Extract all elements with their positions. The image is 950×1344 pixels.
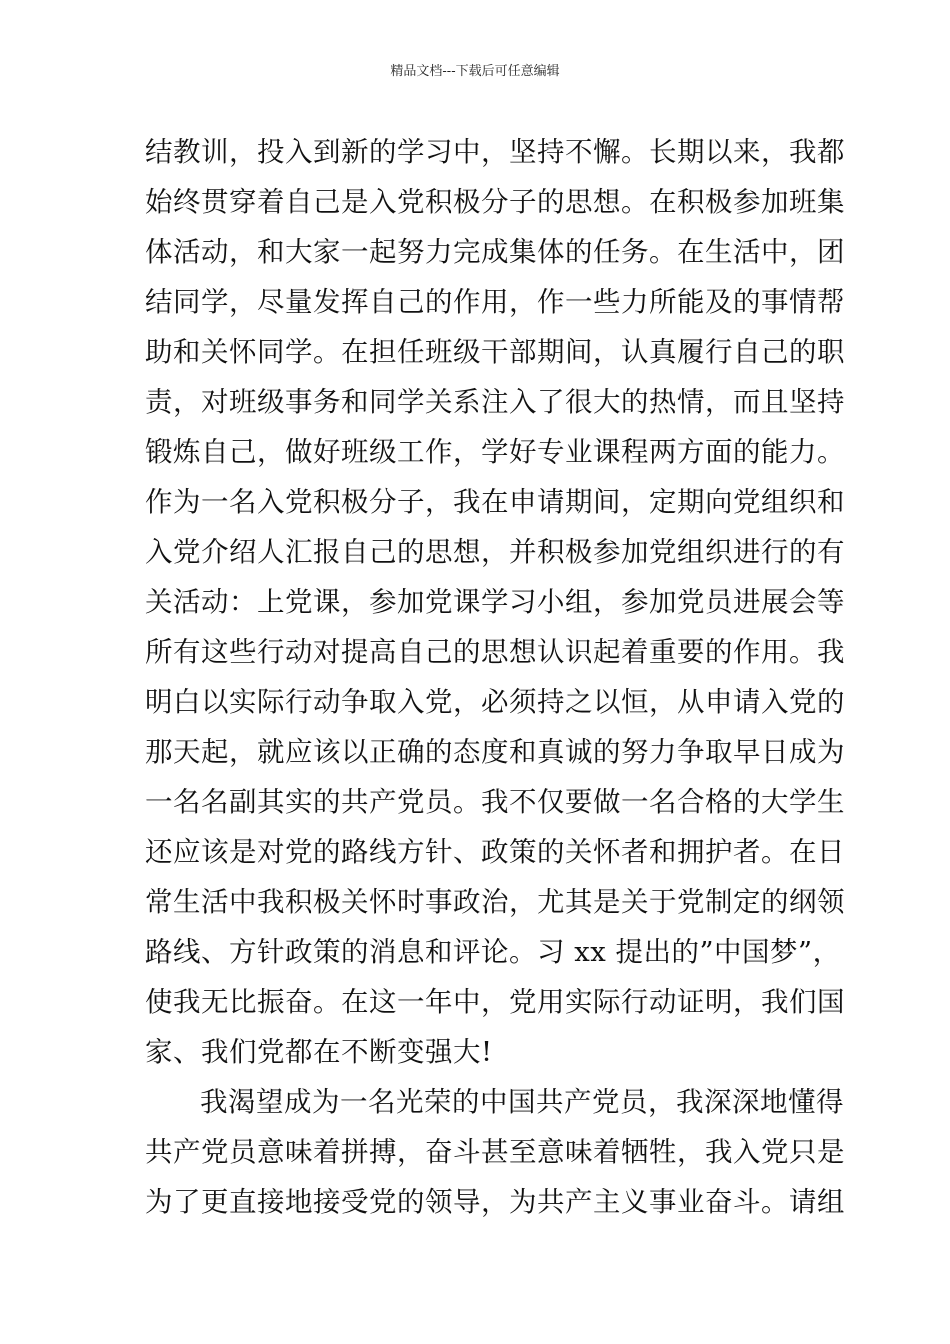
text-line: 助和关怀同学。在担任班级干部期间，认真履行自己的职 [145, 336, 845, 368]
text-line: 还应该是对党的路线方针、政策的关怀者和拥护者。在日 [145, 836, 845, 868]
paragraph-first-line: 我渴望成为一名光荣的中国共产党员，我深深地懂得 [200, 1086, 844, 1118]
text-line: 一名名副其实的共产党员。我不仅要做一名合格的大学生 [145, 786, 845, 818]
page-header: 精品文档---下载后可任意编辑 [390, 64, 560, 79]
text-line: 共产党员意味着拼搏，奋斗甚至意味着牺牲，我入党只是 [145, 1136, 845, 1168]
text-line: 为了更直接地接受党的领导，为共产主义事业奋斗。请组 [145, 1186, 845, 1218]
text-line: 明白以实际行动争取入党，必须持之以恒，从申请入党的 [145, 686, 845, 718]
text-line: 路线、方针政策的消息和评论。习 xx 提出的”中国梦”， [145, 936, 841, 968]
text-line: 使我无比振奋。在这一年中，党用实际行动证明，我们国 [145, 986, 845, 1018]
text-line: 所有这些行动对提高自己的思想认识起着重要的作用。我 [145, 636, 845, 668]
text-line: 关活动：上党课，参加党课学习小组，参加党员进展会等 [145, 586, 845, 618]
text-line: 责，对班级事务和同学关系注入了很大的热情，而且坚持 [145, 386, 845, 418]
text-line: 常生活中我积极关怀时事政治，尤其是关于党制定的纲领 [145, 886, 845, 918]
text-line: 那天起，就应该以正确的态度和真诚的努力争取早日成为 [145, 736, 845, 768]
text-line: 结教训，投入到新的学习中，坚持不懈。长期以来，我都 [145, 136, 845, 168]
text-line: 入党介绍人汇报自己的思想，并积极参加党组织进行的有 [145, 536, 845, 568]
text-line: 锻炼自己，做好班级工作，学好专业课程两方面的能力。 [145, 436, 845, 468]
text-line: 家、我们党都在不断变强大! [145, 1036, 493, 1068]
text-line: 作为一名入党积极分子，我在申请期间，定期向党组织和 [145, 486, 845, 518]
text-line: 体活动，和大家一起努力完成集体的任务。在生活中，团 [145, 236, 845, 268]
text-line: 始终贯穿着自己是入党积极分子的思想。在积极参加班集 [145, 186, 845, 218]
text-line: 结同学，尽量发挥自己的作用，作一些力所能及的事情帮 [145, 286, 845, 318]
body-text [145, 127, 845, 1227]
